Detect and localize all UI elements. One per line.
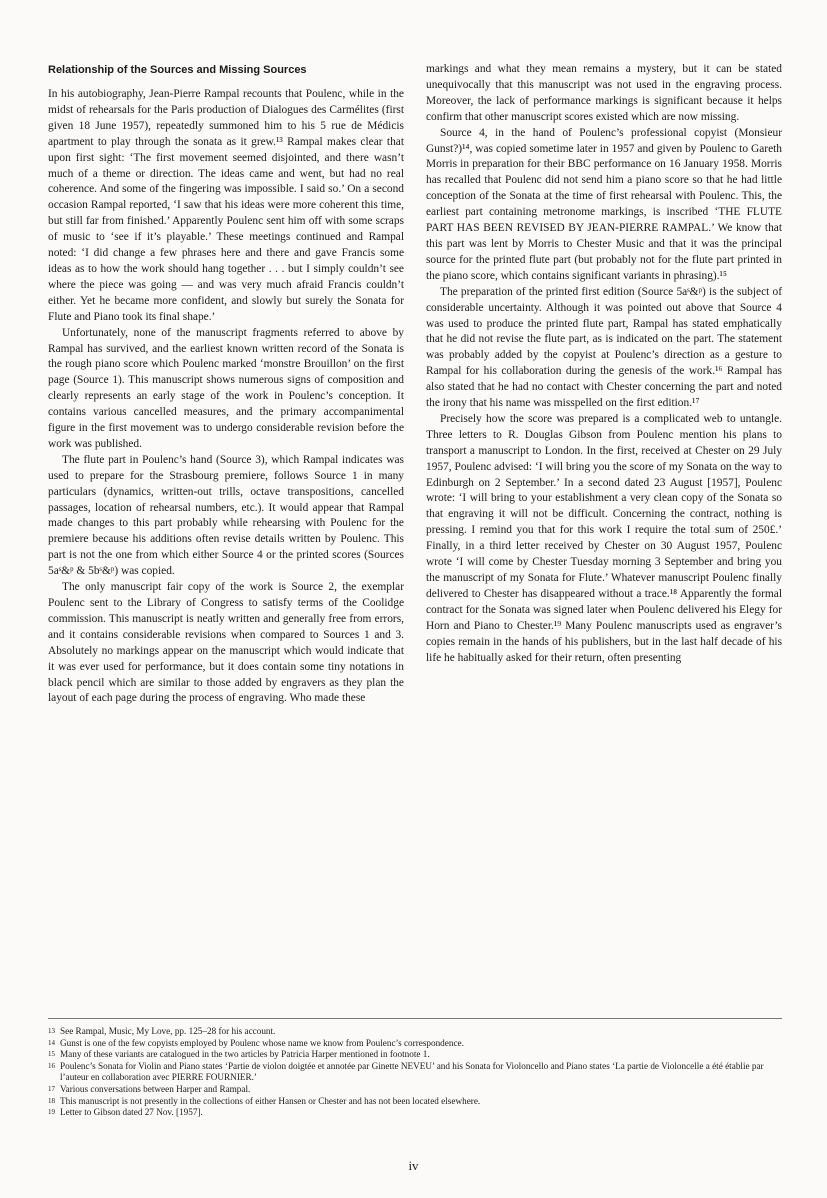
footnote-text: Gunst is one of the few copyists employed by Poulenc whose name we know from Poulenc’s correspondence.	[60, 1037, 464, 1048]
footnote	[48, 1107, 782, 1119]
body-columns	[48, 62, 782, 707]
footnote-number: 19	[48, 1108, 55, 1117]
footnote-text: Many of these variants are catalogued in the two articles by Patricia Harper mentioned in footnote 1.	[60, 1049, 430, 1060]
footnote-number: 15	[48, 1050, 55, 1059]
footnote	[48, 1061, 782, 1084]
footnote-text: Poulenc’s Sonata for Violin and Piano states ‘Partie de violon doigtée et annotée par Ginette NEVEU’ and his Sonata for Violoncello and Piano states ‘La partie de Violoncelle a été établie par l’auteur en collaboration avec PIERRE FOURNIER.’	[60, 1060, 764, 1083]
footnote-text: Letter to Gibson dated 27 Nov. [1957].	[60, 1107, 203, 1118]
page-number: iv	[408, 1158, 419, 1173]
footnote-text: This manuscript is not presently in the collections of either Hansen or Chester and has not been located elsewhere.	[60, 1095, 481, 1106]
paragraph: Unfortunately, none of the manuscript fragments referred to above by Rampal has survived, and the earliest known written record of the Sonata is the rough piano score which Poulenc marked ‘monstre Brouillon’ on the first page (Source 1). This manuscript shows numerous signs of composition and clearly represents an early stage of the work in Poulenc’s conception. It contains various cancelled measures, and the primary accompanimental figure in the first movement was to undergo considerable revision before the work was published.	[48, 326, 404, 450]
paragraph: In his autobiography, Jean-Pierre Rampal recounts that Poulenc, while in the midst of rehearsals for the Paris production of Dialogues des Carmélites (first given 18 June 1957), repeatedly summoned him to his 5 rue de Médicis apartment to play through the sonata as it grew.¹³ Rampal makes clear that upon first sight: ‘The first movement seemed disjointed, and there wasn’t much of a theme or direction. The ideas came and went, but had no real coherence. And some of the fingering was impossible. I said so.’ On a second occasion Rampal reported, ‘I saw that his ideas were more coherent this time, but still far from finished.’ Apparently Poulenc sent him off with some scraps of music to ‘see if it’s playable.’ These meetings continued and Rampal noted: ‘I did change a few phrases here and there and gave Francis some ideas as to how the work should hang together . . . but I simply couldn’t see where the piece was going — and was very much afraid Francis couldn’t either. Yet he became more confident, and slowly but surely the Sonata for Flute and Piano took its final shape.’	[48, 88, 404, 323]
left-column	[48, 62, 404, 707]
footnote-number: 13	[48, 1027, 55, 1035]
footnote-number: 18	[48, 1096, 55, 1105]
footnote-number: 17	[48, 1084, 55, 1093]
footnote	[48, 1049, 782, 1061]
footnote-text: Various conversations between Harper and Rampal.	[60, 1083, 251, 1094]
right-column	[426, 62, 782, 707]
footnote-number: 14	[48, 1038, 55, 1047]
paragraph: Source 4, in the hand of Poulenc’s professional copyist (Monsieur Gunst?)¹⁴, was copied sometime later in 1957 and given by Poulenc to Gareth Morris in preparation for their BBC performance on 16 January 1958. Morris has recalled that Poulenc did not send him a piano score so that he had little conception of the Sonata at the time of first rehearsal with Poulenc. This, the earliest part containing metronome markings, is inscribed ‘THE FLUTE PART HAS BEEN REVISED BY JEAN-PIERRE RAMPAL.’ We know that this part was lent by Morris to Chester Music and that it was the principal source for the printed flute part (but probably not for the flute part printed in the piano score, which contains significant variants in phrasing).¹⁵	[426, 126, 782, 282]
paragraph: The only manuscript fair copy of the work is Source 2, the exemplar Poulenc sent to the Library of Congress to satisfy terms of the Coolidge commission. This manuscript is neatly written and generally free from errors, and it contains considerable revisions when compared to Sources 1 and 3. Absolutely no markings appear on the manuscript which would indicate that it was ever used for performance, but it does contain some tiny notations in black pencil which are similar to those added by engravers as they plan the layout of each page during the process of engraving. Who made these	[48, 581, 404, 705]
paragraph: markings and what they mean remains a mystery, but it can be stated unequivocally that this manuscript was not used in the engraving process. Moreover, the lack of performance markings is significant because it helps confirm that other manuscript scores existed which are now missing.	[426, 63, 782, 123]
footnote-text: See Rampal, Music, My Love, pp. 125–28 for his account.	[60, 1026, 276, 1036]
footnote	[48, 1038, 782, 1050]
paragraph: The preparation of the printed first edition (Source 5aˢ&ᵖ) is the subject of considerable uncertainty. Although it was pointed out above that Source 4 was used to produce the printed flute part, Rampal has stated emphatically that he did not revise the flute part, as is indicated on the part. The statement was probably added by the copyist at Poulenc’s direction as a gesture to Rampal for his collaboration during the genesis of the work.¹⁶ Rampal has also stated that he had no contact with Chester concerning the part and noted the irony that his name was misspelled on the first edition.¹⁷	[426, 285, 782, 410]
footnote-number: 16	[48, 1061, 55, 1070]
footnotes	[48, 1018, 782, 1119]
paragraph: The flute part in Poulenc’s hand (Source 3), which Rampal indicates was used to prepare for the Strasbourg premiere, follows Source 1 in many particulars (dynamics, written-out trills, octave transpositions, cancelled passages, location of rehearsal numbers, etc.). It would appear that Rampal made changes to this part probably while rehearsing with Poulenc for the premiere because his additions often revise details written by Poulenc. This part is not the one from which either Source 4 or the printed scores (Sources 5aˢ&ᵖ & 5bˢ&ᵖ) was copied.	[48, 453, 404, 578]
footnote	[48, 1026, 782, 1038]
paragraph: Precisely how the score was prepared is a complicated web to untangle. Three letters to R. Douglas Gibson from Poulenc mention his plans to transport a manuscript to London. In the first, received at Chester on 29 July 1957, Poulenc advised: ‘I will bring you the score of my Sonata on the way to Edinburgh on 2 September.’ In a second dated 23 August [1957], Poulenc wrote: ‘I will bring to your establishment a very clean copy of the Sonata so that engraving it will not be difficult. Concerning the contract, nothing is pressing. I remind you that for this work I require the total sum of 250£.’ Finally, in a third letter received by Chester on 30 August 1957, Poulenc wrote ‘I will come by Chester Tuesday morning 3 September and bring you the manuscript of my Sonata for Flute.’ Whatever manuscript Poulenc finally delivered to Chester has disappeared without a trace.¹⁸ Apparently the formal contract for the Sonata was signed later when Poulenc delivered his Elegy for Horn and Piano to Chester.¹⁹ Many Poulenc manuscripts used as engraver’s copies remain in the hands of his publishers, but in the last half decade of his life he habitually asked for their return, often presenting	[426, 412, 782, 664]
section-heading: Relationship of the Sources and Missing Sources	[48, 64, 307, 76]
footnote	[48, 1084, 782, 1096]
footnote	[48, 1096, 782, 1108]
